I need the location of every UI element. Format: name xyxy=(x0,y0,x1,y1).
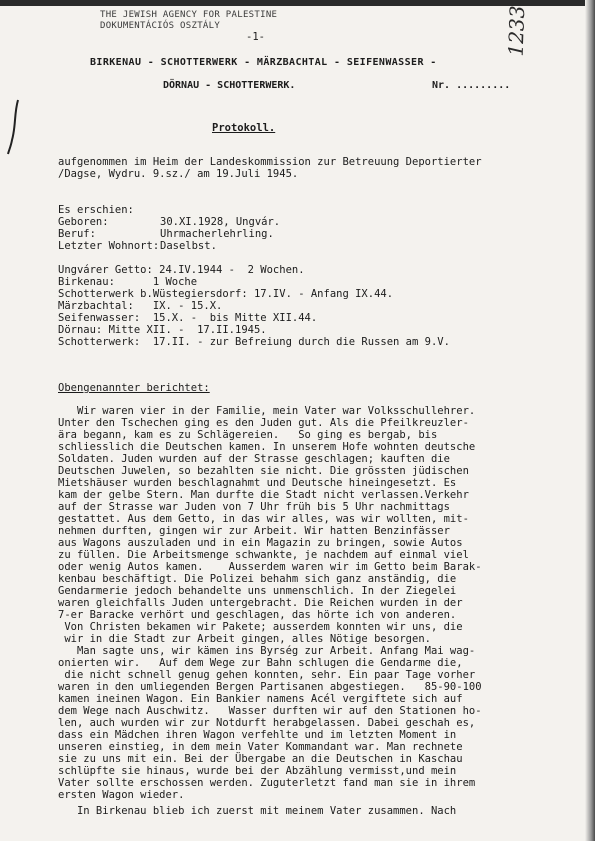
body-line: dass ein Mädchen ihren Wagon verfehlte und im letzten Moment in xyxy=(58,729,457,741)
body-line: schlüpfte sie hinaus, wurde bei der Abzählung vermisst,und mein xyxy=(58,765,457,777)
personal-value: Uhrmacherlehrling. xyxy=(160,228,274,240)
body-line: kamen ineinen Wagon. Ein Bankier namens Acél vergiftete sich auf xyxy=(58,693,463,705)
body-line: auf der Strasse war Juden von 7 Uhr früh bis 5 Uhr nachmittags xyxy=(58,501,450,513)
body-line: die nicht schnell genug gehen konnten, sehr. Ein paar Tage vorher xyxy=(58,669,476,681)
body-line: dem Wege nach Auschwitz. Wasser durften wir auf den Stationen ho- xyxy=(58,705,482,717)
body-line: Von Christen bekamen wir Pakete; ausserdem konnten wir uns, die xyxy=(58,621,463,633)
personal-value: 30.XI.1928, Ungvár. xyxy=(160,216,281,228)
handwritten-mark xyxy=(6,96,22,156)
archive-stamp xyxy=(100,10,277,32)
stamp-line-1: THE JEWISH AGENCY FOR PALESTINE xyxy=(100,10,278,20)
body-line: ära begann, kam es zu Schlägereien. So ging es bergab, bis xyxy=(58,429,438,441)
body-line: Gendarmerie jedoch behandelte uns unmenschlich. In der Ziegelei xyxy=(58,585,457,597)
itinerary-line: Märzbachtal: IX. - 15.X. xyxy=(58,300,223,312)
page-number: -1- xyxy=(246,31,265,43)
body-line: waren gleichfalls Juden untergebracht. Die Reichen wurden in der xyxy=(58,597,463,609)
itinerary-line: Schotterwerk: 17.II. - zur Befreiung durch die Russen am 9.V. xyxy=(58,336,450,348)
body-line: onierten wir. Auf dem Wege zur Bahn schlugen die Gendarme die, xyxy=(58,657,463,669)
scan-edge-right xyxy=(585,0,595,841)
itinerary-line: Birkenau: 1 Woche xyxy=(58,276,198,288)
body-line: Man sagte uns, wir kämen ins Byrség zur Arbeit. Anfang Mai wag- xyxy=(58,645,476,657)
stamp-line-2: DOKUMENTÁCIÓS OSZTÁLY xyxy=(100,21,221,31)
body-line: zu füllen. Die Arbeitsmenge schwankte, je nachdem auf einmal viel xyxy=(58,549,469,561)
itinerary-line: Schotterwerk b.Wüstegiersdorf: 17.IV. - Anfang IX.44. xyxy=(58,288,394,300)
body-line: Soldaten. Juden wurden auf der Strasse geschlagen; kauften die xyxy=(58,453,450,465)
body-line: wir in die Stadt zur Arbeit gingen, alles Nötige besorgen. xyxy=(58,633,431,645)
intro-line: /Dagse, Wydru. 9.sz./ am 19.Juli 1945. xyxy=(58,168,299,180)
personal-label: Letzter Wohnort: xyxy=(58,240,160,252)
body-line: kam der gelbe Stern. Man durfte die Stadt nicht verlassen.Verkehr xyxy=(58,489,469,501)
body-line: unseren einstieg, in dem mein Vater Kommandant war. Man rechnete xyxy=(58,741,463,753)
record-number: Nr. ......... xyxy=(432,80,511,91)
body-line: len, auch wurden wir zur Notdurft herabgelassen. Dabei geschah es, xyxy=(58,717,476,729)
body-line: schliesslich die Deutschen kamen. In unserem Hofe wohnten deutsche xyxy=(58,441,476,453)
body-line: gestattet. Aus dem Getto, in das wir alles, was wir wollten, mit- xyxy=(58,513,469,525)
itinerary-line: Dörnau: Mitte XII. - 17.II.1945. xyxy=(58,324,267,336)
body-line: waren in den umliegenden Bergen Partisanen abgestiegen. 85-90-100 xyxy=(58,681,482,693)
body-line: In Birkenau blieb ich zuerst mit meinem Vater zusammen. Nach xyxy=(58,805,457,817)
body-line: Unter den Tschechen ging es den Juden gut. Als die Pfeilkreuzler- xyxy=(58,417,469,429)
personal-label: Geboren: xyxy=(58,216,109,228)
body-line: kenbau beschäftigt. Die Polizei behahm sich ganz anständig, die xyxy=(58,573,457,585)
body-line: nehmen durften, gingen wir zur Arbeit. Wir hatten Benzinfässer xyxy=(58,525,450,537)
personal-value: Daselbst. xyxy=(160,240,217,252)
handwritten-archive-number: 1233 xyxy=(503,5,530,57)
body-line: sie zu uns mit ein. Bei der Übergabe an die Deutschen in Kaschau xyxy=(58,753,463,765)
body-line: Deutschen Juwelen, so bezahlten sie nicht. Die grössten jüdischen xyxy=(58,465,469,477)
body-line: 7-er Baracke verhört und geschlagen, das hörte ich von anderen. xyxy=(58,609,457,621)
body-line: ersten Wagon wieder. xyxy=(58,789,185,801)
itinerary-line: Ungvárer Getto: 24.IV.1944 - 2 Wochen. xyxy=(58,264,305,276)
header-camps-2: DÖRNAU - SCHOTTERWERK. xyxy=(163,80,296,91)
body-line: Wir waren vier in der Familie, mein Vater war Volksschullehrer. xyxy=(58,405,476,417)
report-subheading: Obengenannter berichtet: xyxy=(58,382,210,394)
header-camps: BIRKENAU - SCHOTTERWERK - MÄRZBACHTAL - SEIFENWASSER - xyxy=(90,57,437,68)
body-line: Vater sollte erschossen werden. Zuguterletzt fand man sie in ihrem xyxy=(58,777,476,789)
body-line: Mietshäuser wurden beschlagnahmt und Deutsche hineingesetzt. Es xyxy=(58,477,457,489)
itinerary-line: Seifenwasser: 15.X. - bis Mitte XII.44. xyxy=(58,312,318,324)
document-title: Protokoll. xyxy=(212,122,276,134)
personal-label: Beruf: xyxy=(58,228,96,240)
body-line: oder wenig Autos kamen. Ausserdem waren wir im Getto beim Barak- xyxy=(58,561,482,573)
personal-heading: Es erschien: xyxy=(58,204,134,216)
intro-line: aufgenommen im Heim der Landeskommission zur Betreuung Deportierter xyxy=(58,156,482,168)
body-line: aus Wagons auszuladen und in ein Magazin zu bringen, sowie Autos xyxy=(58,537,463,549)
